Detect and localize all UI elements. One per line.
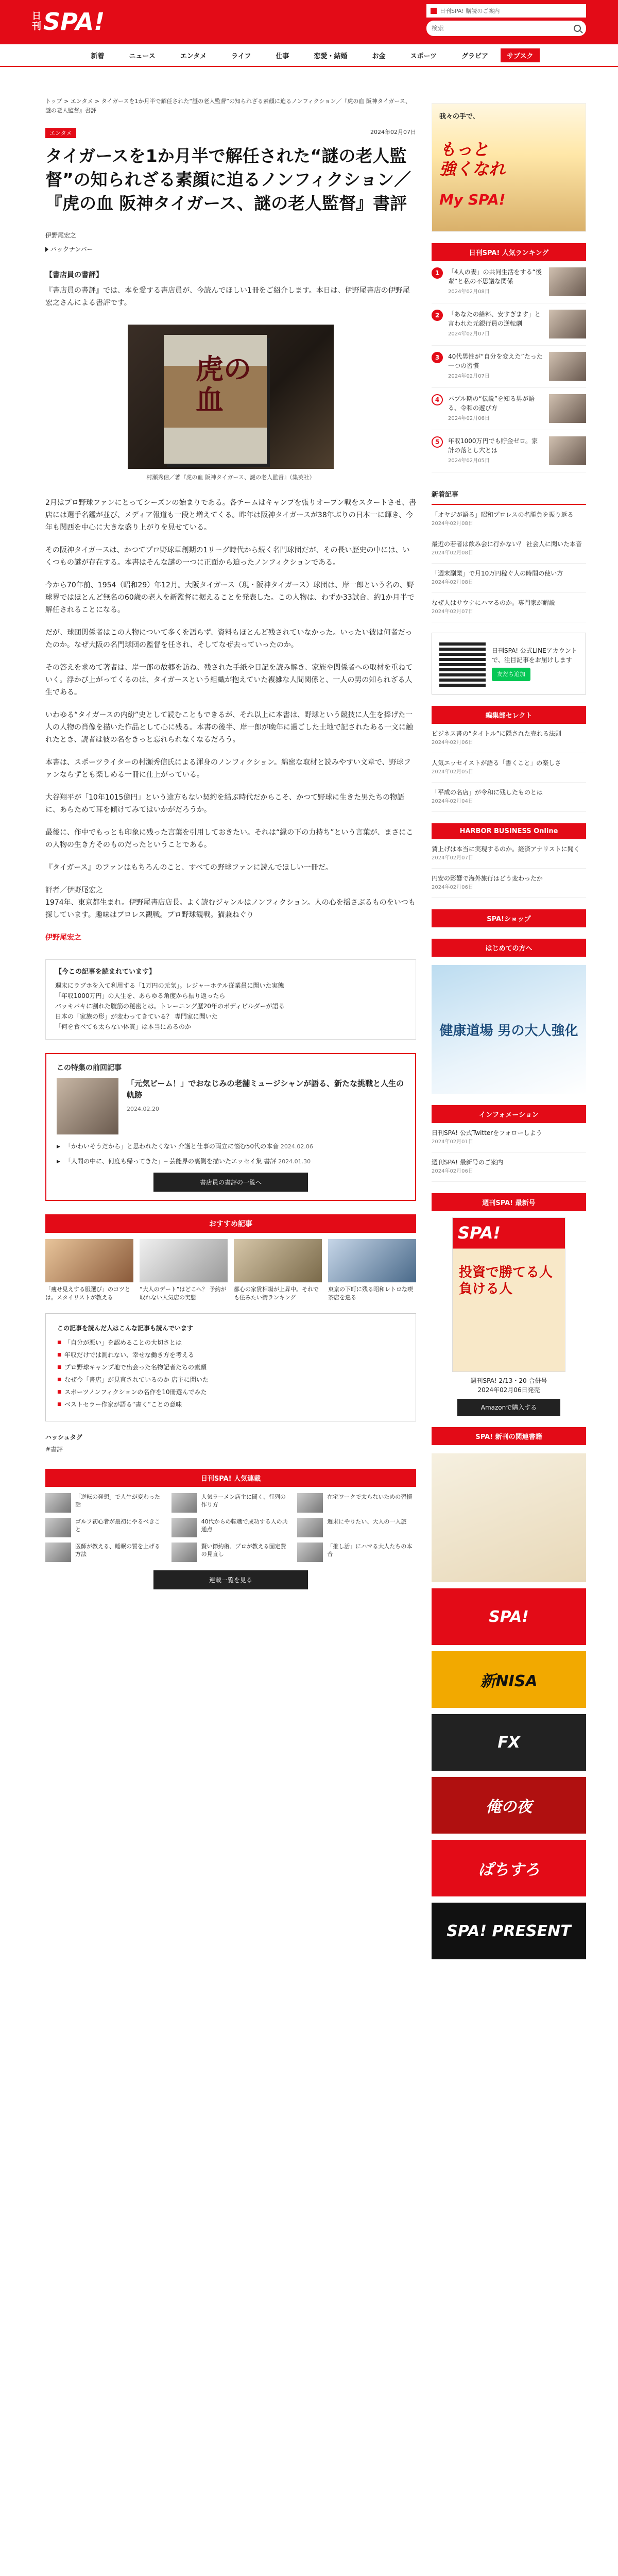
subscription-link-label: 日刊SPA! 購読のご案内 [440,8,500,14]
reading-now-box [45,959,416,1040]
photo-caption: 村瀬秀信／著『虎の血 阪神タイガース、謎の老人監督』（集英社） [146,474,315,481]
list-item[interactable] [432,869,586,898]
list-item[interactable] [432,505,586,534]
sidebar-ad[interactable] [432,103,586,232]
list-item-date: 2024年02月05日 [432,769,473,775]
recommend-card[interactable] [140,1239,228,1302]
serial-item[interactable] [297,1518,416,1537]
list-item[interactable] [57,1157,405,1166]
article-body [45,497,416,944]
list-item-date: 2024年02月06日 [432,1168,473,1174]
shop-title: SPA!ショップ [432,909,586,927]
ad-sub: 我々の手で、 [439,113,479,121]
book-photo [128,325,334,469]
rank-text[interactable] [448,394,544,423]
list-item-date: 2024年02月01日 [432,1139,473,1145]
rank-date: 2024年02月05日 [448,458,490,464]
paragraph: 今から70年前、1954（昭和29）年12月。大阪タイガース（現・阪神タイガース）球団は、岸一郎という名の、野球界ではほとんど無名の60歳の老人を新監督に据えることを発表した。この人物は、わずか33試合、約1か月半で解任されることになる。 [45,581,415,614]
rank-number: 4 [432,394,443,405]
search-box [426,21,586,36]
list-item-text: 賃上げは本当に実現するのか。経済アナリストに聞く [432,845,580,853]
recommend-text[interactable]: “大人のデート”はどこへ？ 予約が取れない人気店の実態 [140,1286,227,1301]
rank-thumbnail[interactable] [549,310,586,338]
list-item[interactable] [432,534,586,564]
paragraph: 大谷翔平が「10年1015億円」という途方もない契約を結ぶ時代だからこそ、かつて野球に生きた男たちの物語に、あらためて耳を傾けてみてはいかがだろうか。 [45,793,405,814]
recommend-card[interactable] [45,1239,133,1302]
serial-ranking [45,1469,416,1589]
ranking-item[interactable] [432,388,586,430]
breadcrumb[interactable]: トップ > エンタメ > タイガースを1か月半で解任された“謎の老人監督”の知られざる素顔に迫るノンフィクション／『虎の血 阪神タイガース、謎の老人監督』書評 [45,98,411,114]
list-item-text: ビジネス書の“タイトル”に隠された売れる法則 [432,730,561,737]
qr-code-icon [439,640,486,687]
book-title-art: 虎の血 [196,352,251,416]
serial-thumbnail[interactable] [171,1543,197,1562]
serial-text: 「推し活」にハマる大人たちの本音 [327,1543,413,1557]
author-profile: 評者／伊野尾宏之 1974年、東京都生まれ。伊野尾書店店長。よく読むジャンルはノンフィクション。人の心を揺さぶるものをいつも探しています。趣味はプロレス観戦。プロ野球観戦。猫兼ねぐり [45,886,416,919]
newcomer-title: はじめての方へ [432,939,586,957]
recommend-text[interactable]: 東京の下町に残る昭和レトロな喫茶店を巡る [328,1286,413,1301]
category-tag[interactable]: エンタメ [45,128,76,138]
line-promo-label: 日刊SPA! 公式LINEアカウントで、注目記事をお届けします [492,647,577,664]
recommend-card[interactable] [234,1239,322,1302]
list-item[interactable] [432,593,586,622]
paragraph: いわゆる“タイガースの内紛”史として読むこともできるが、それ以上に本書は、野球という競技に人生を捧げた一人の人物の肖像を描いた作品として心に残る。本書の後半、岸一郎が晩年に過ごした土地で記されたある一文に触れたとき、読者は彼の名をきっと忘れられなくなるだろう。 [45,711,413,744]
ranking-item[interactable] [432,430,586,472]
serial-thumbnail[interactable] [297,1493,323,1513]
feature-main-title: 「元気ビーム！」でおなじみの老舗ミュージシャンが語る、新たな挑戦と人生の軌跡 [127,1079,404,1099]
reading-now-item[interactable]: 日本の「家族の形」が変わってきている？ 専門家に聞いた [55,1013,218,1020]
buy-button[interactable]: Amazonで購入する [457,1399,560,1416]
rank-title: バブル期の“伝説”を知る男が語る、令和の遊び方 [448,395,535,412]
reading-now-item[interactable]: バッキバキに割れた腹筋の秘密とは。トレーニング歴20年のボディビルダーが語る [55,1003,285,1010]
rank-number: 5 [432,436,443,448]
serial-thumbnail[interactable] [45,1493,71,1513]
search-input[interactable] [432,25,555,32]
list-item[interactable]: ■ なぜ今「書店」が見直されているのか 店主に聞いた [57,1375,404,1385]
list-item-text: 週刊SPA! 最新号のご案内 [432,1159,503,1166]
info-list [432,1123,586,1182]
ranking-item[interactable] [432,346,586,388]
paragraph: 本書は、スポーツライターの村瀬秀信氏による渾身のノンフィクション。綿密な取材と読みやすい文章で、野球ファンならずとも楽しめる一冊に仕上がっている。 [45,758,411,779]
magazine-cover[interactable] [452,1217,565,1372]
nav-item-work[interactable]: 仕事 [276,52,289,60]
magazine-title: 週刊SPA! 最新号 [432,1193,586,1211]
serial-thumbnail[interactable] [171,1518,197,1537]
article-title: タイガースを1か月半で解任された“謎の老人監督”の知られざる素顔に迫るノンフィクション／『虎の血 阪神タイガース、謎の老人監督』書評 [45,146,411,213]
nav-item-love[interactable]: 恋愛・結婚 [314,52,348,60]
feature-list-date: 2024.01.30 [278,1158,311,1165]
serial-item[interactable] [45,1543,164,1562]
rank-thumbnail[interactable] [549,436,586,465]
list-item-text: 最近の若者は飲み会に行かない？ 社会人に聞いた本音 [432,540,582,548]
main-nav [0,44,618,67]
reading-now-item[interactable]: 「年収1000万円」の人生を、あらゆる角度から振り返ったら [55,992,226,999]
list-item-date: 2024年02月07日 [432,855,473,861]
triangle-icon [45,247,48,252]
list-item[interactable]: ■ 年収だけでは測れない、幸せな働き方を考える [57,1350,404,1360]
sidebar [432,103,586,1959]
list-item[interactable] [432,783,586,812]
rank-text[interactable] [448,352,544,381]
rank-text[interactable] [448,436,544,466]
cover-caption: 週刊SPA! 2/13・20 合併号 2024年02月06日発売 [470,1377,547,1394]
banner-night[interactable]: 俺の夜 [432,1777,586,1834]
feature-list [57,1142,405,1166]
list-item-text: 「オヤジが語る」昭和プロレスの名勝負を振り返る [432,511,574,518]
feature-list-text: 「人間の中に、何度も帰ってきた」─ 芸能界の裏側を描いたエッセイ集 書評 [65,1158,277,1165]
ranking-item[interactable] [432,261,586,303]
nav-item-sports[interactable]: スポーツ [410,52,437,60]
logo-small: 日刊 [32,11,41,32]
rank-number: 2 [432,310,443,321]
list-item-date: 2024年02月08日 [432,521,473,527]
profile-name[interactable]: 伊野尾宏之 [45,934,81,942]
ad-headline: もっと 強くなれ [439,140,506,179]
recommend-thumbnail[interactable] [140,1239,228,1282]
list-item[interactable]: ■ スポーツノンフィクションの名作を10冊選んでみた [57,1387,404,1397]
article-meta [45,128,416,138]
paragraph: その阪神タイガースは、かつてプロ野球草創期の1リーグ時代から続く名門球団だが、その長い歴史の中には、いくつもの謎が存在する。本書はそんな謎の一つに正面から迫ったノンフィクションである。 [45,546,410,567]
sidebar-ad-health[interactable] [432,965,586,1094]
intro-heading: 【書店員の書評】 [45,271,103,279]
feature-box [45,1053,416,1201]
harbor-title: HARBOR BUSINESS Online [432,823,586,839]
select-title: 編集部セレクト [432,706,586,724]
search-icon[interactable] [574,25,581,32]
hashtag-title: ハッシュタグ [45,1434,82,1441]
list-item[interactable]: ■ プロ野球キャンプ地で出会った名物記者たちの素顔 [57,1362,404,1372]
harbor-list [432,839,586,898]
recommend-card[interactable] [328,1239,416,1302]
serial-item[interactable] [297,1493,416,1513]
serial-item[interactable] [171,1543,290,1562]
serial-item[interactable] [171,1493,290,1513]
feature-box-title: この特集の前回記事 [57,1064,122,1072]
list-item-text: 人気エッセイストが語る「書くこと」の楽しさ [432,759,561,767]
list-item-text: 日刊SPA! 公式Twitterをフォローしよう [432,1129,542,1137]
list-item-text: 「平成の名店」が令和に残したものとは [432,789,543,796]
serial-text: ゴルフ初心者が最初にやるべきこと [75,1518,160,1533]
list-item-date: 2024年02月08日 [432,550,473,556]
ranking-title: 日刊SPA! 人気ランキング [432,243,586,261]
new-articles-title: 新着記事 [432,484,586,505]
nav-item-subscribe[interactable]: サブスク [501,48,539,62]
feature-list-text: 「かわいそうだから」と思われたくない 介護と仕事の両立に悩む50代の本音 [65,1143,279,1150]
reading-now-title: 【今この記事を読まれています】 [55,968,156,976]
ranking-list [432,261,586,472]
feature-more-button[interactable]: 書店員の書評の一覧へ [153,1173,308,1192]
paragraph: 最後に、作中でもっとも印象に残った言葉を引用しておきたい。それは“縁の下の力持ち”という言葉が、まさにこの人物の生き方そのものだったということである。 [45,828,414,849]
rank-title: 40代男性が“自分を変えた”たった一つの習慣 [448,353,543,369]
select-list [432,724,586,812]
banner-nisa[interactable]: 新NISA [432,1651,586,1708]
paragraph: その答えを求めて著者は、岸一郎の故郷を訪ね、残された手紙や日記を読み解き、家族や関係者への取材を重ねていく。浮かび上がってくるのは、タイガースという組織が抱えていた複雑な人間関係と、一人の男の知られざる人生である。 [45,664,413,697]
nav-item-news[interactable]: ニュース [129,52,156,60]
list-item-date: 2024年02月04日 [432,799,473,804]
banner-pachislot[interactable]: ぱちすろ [432,1840,586,1896]
cover-headline: 投資で勝てる人 負ける人 [459,1265,553,1297]
site-header [0,0,618,44]
list-item-date: 2024年02月07日 [432,609,473,615]
rank-date: 2024年02月07日 [448,331,490,337]
list-item[interactable] [432,564,586,593]
list-item-date: 2024年02月06日 [432,885,473,890]
ranking-item[interactable] [432,303,586,346]
serial-grid [45,1487,416,1568]
intro-text: 『書店員の書評』では、本を愛する書店員が、今読んでほしい1冊をご紹介します。本日は、伊野尾書店の伊野尾宏之さんによる書評です。 [45,286,410,307]
list-item-date: 2024年02月06日 [432,740,473,745]
line-promo-text [492,646,578,681]
serial-item[interactable] [45,1518,164,1537]
rank-text[interactable] [448,310,544,339]
serial-thumbnail[interactable] [171,1493,197,1513]
paragraph: 2月はプロ野球ファンにとってシーズンの始まりである。各チームはキャンプを張りオープン戦をスタートさせ、書店には選手名鑑が並び、メディア報道も一段と増えてくる。昨年は阪神タイガースが38年ぶりの日本一に輝き、今年も関西を中心に大きな盛り上がりを見せている。 [45,499,416,532]
line-promo [432,633,586,694]
list-item-text: 「週末副業」で月10万円稼ぐ人の時間の使い方 [432,570,563,577]
serial-thumbnail[interactable] [45,1543,71,1562]
article-intro [45,269,416,309]
serial-text: 人気ラーメン店主に聞く、行列の作り方 [201,1494,286,1508]
related-books-image[interactable] [432,1453,586,1582]
info-title: インフォメーション [432,1105,586,1123]
backnumber-link[interactable] [45,245,416,253]
serial-text: 「逆転の発想」で人生が変わった話 [75,1494,160,1508]
rank-thumbnail[interactable] [549,267,586,296]
list-item-date: 2024年02月08日 [432,580,473,585]
serial-item[interactable] [45,1493,164,1513]
recommend-text[interactable]: 「痩せ見えする服選び」のコツとは。スタイリストが教える [45,1286,130,1301]
recommend-thumbnail[interactable] [328,1239,416,1282]
nav-item-new[interactable]: 新着 [91,52,105,60]
serial-text: 週末にやりたい、大人の一人旅 [327,1518,407,1525]
feature-main-date: 2024.02.20 [127,1106,159,1112]
nav-item-money[interactable]: お金 [372,52,386,60]
recommend-title: おすすめ記事 [45,1214,416,1233]
article-author[interactable]: 伊野尾宏之 [45,232,77,239]
backnumber-label: バックナンバー [50,246,93,253]
rank-thumbnail[interactable] [549,352,586,381]
serial-ranking-title: 日刊SPA! 人気連載 [45,1469,416,1487]
list-item[interactable]: ■ ベストセラー作家が語る“書く”ことの意味 [57,1399,404,1410]
list-item[interactable] [432,724,586,753]
book-cover [164,335,267,464]
nav-item-entame[interactable]: エンタメ [180,52,207,60]
site-logo[interactable] [32,6,105,37]
recommend-thumbnail[interactable] [234,1239,322,1282]
article-main [45,144,416,1589]
header-right [426,4,586,36]
serial-text: 在宅ワークで太らないための習慣 [327,1494,413,1500]
recommend-thumbnail[interactable] [45,1239,133,1282]
serial-text: 40代からの転職で成功する人の共通点 [201,1518,288,1533]
serial-text: 医師が教える、睡眠の質を上げる方法 [75,1543,160,1557]
list-item[interactable] [432,1123,586,1153]
article-date: 2024年02月07日 [370,129,416,135]
banner-fx[interactable]: FX [432,1714,586,1771]
feature-thumbnail[interactable] [57,1078,118,1134]
rank-thumbnail[interactable] [549,394,586,423]
list-item[interactable] [57,1142,405,1151]
serial-thumbnail[interactable] [297,1543,323,1562]
feature-main[interactable] [57,1078,405,1134]
list-item-text: なぜ人はサウナにハマるのか。専門家が解説 [432,599,556,606]
rank-title: 「あなたの給料、安すぎます」と言われた元銀行員の逆転劇 [448,311,541,327]
list-item[interactable] [432,839,586,869]
ad-health-text: 健康道場 男の大人強化 [439,1023,578,1039]
related-reads-box [45,1313,416,1421]
nav-item-life[interactable]: ライフ [231,52,251,60]
serial-thumbnail[interactable] [45,1518,71,1537]
rank-date: 2024年02月08日 [448,289,490,295]
rank-text[interactable] [448,267,544,297]
rank-number: 1 [432,267,443,279]
list-item-text: 円安の影響で海外旅行はどう変わったか [432,875,543,882]
cover-title: SPA! [458,1223,501,1243]
rank-title: 「4人の妻」の共同生活をする“後輩”と私の不思議な関係 [448,268,542,285]
serial-thumbnail[interactable] [297,1518,323,1537]
line-add-button[interactable]: 友だち追加 [492,668,530,681]
banner-spa[interactable]: SPA! [432,1588,586,1645]
serial-item[interactable] [297,1543,416,1562]
serial-text: 賢い節約術、プロが教える固定費の見直し [201,1543,286,1557]
recommend-grid [45,1239,416,1302]
rank-date: 2024年02月06日 [448,416,490,421]
feature-main-text[interactable] [127,1078,405,1134]
ad-brand: My SPA! [439,191,506,208]
subscription-link[interactable] [426,4,586,18]
rank-title: 年収1000万円でも貯金ゼロ。家計の落とし穴とは [448,437,538,454]
list-item[interactable] [432,1153,586,1182]
reading-now-item[interactable]: 週末にラブホを入て利用する「1万円の元気」。レジャーホテル従業員に聞いた実態 [55,982,284,989]
recommend-text[interactable]: 都心の家賃相場が上昇中。それでも住みたい街ランキング [234,1286,319,1301]
new-articles-list [432,505,586,622]
books-title: SPA! 新刊の関連書籍 [432,1427,586,1445]
banner-present[interactable]: SPA! PRESENT [432,1903,586,1959]
paragraph: 『タイガース』のファンはもちろんのこと、すべての野球ファンに読んでほしい一冊だ。 [45,863,333,872]
related-reads-title: この記事を読んだ人はこんな記事も読んでいます [57,1325,194,1332]
logo-main: SPA! [43,8,105,36]
list-item[interactable] [432,753,586,783]
serial-item[interactable] [171,1518,290,1537]
serial-all-button[interactable]: 連載一覧を見る [153,1570,308,1589]
rank-date: 2024年02月07日 [448,374,490,379]
nav-item-gravure[interactable]: グラビア [461,52,489,60]
paragraph: だが、球団関係者はこの人物について多くを語らず、資料もほとんど残されていなかった。いったい彼は何者だったのか。なぜ大阪の名門球団の監督を任され、そしてなぜ去っていったのか。 [45,629,413,649]
list-item[interactable]: ■ 「自分が悪い」を認めることの大切さとは [57,1337,404,1348]
related-reads-list [57,1337,404,1410]
hashtag-link[interactable]: #書評 [45,1446,63,1453]
reading-now-item[interactable]: 「何を食べても太らない体質」は本当にあるのか [55,1023,192,1030]
rank-number: 3 [432,352,443,363]
square-icon [431,8,437,14]
feature-list-date: 2024.02.06 [280,1143,313,1150]
